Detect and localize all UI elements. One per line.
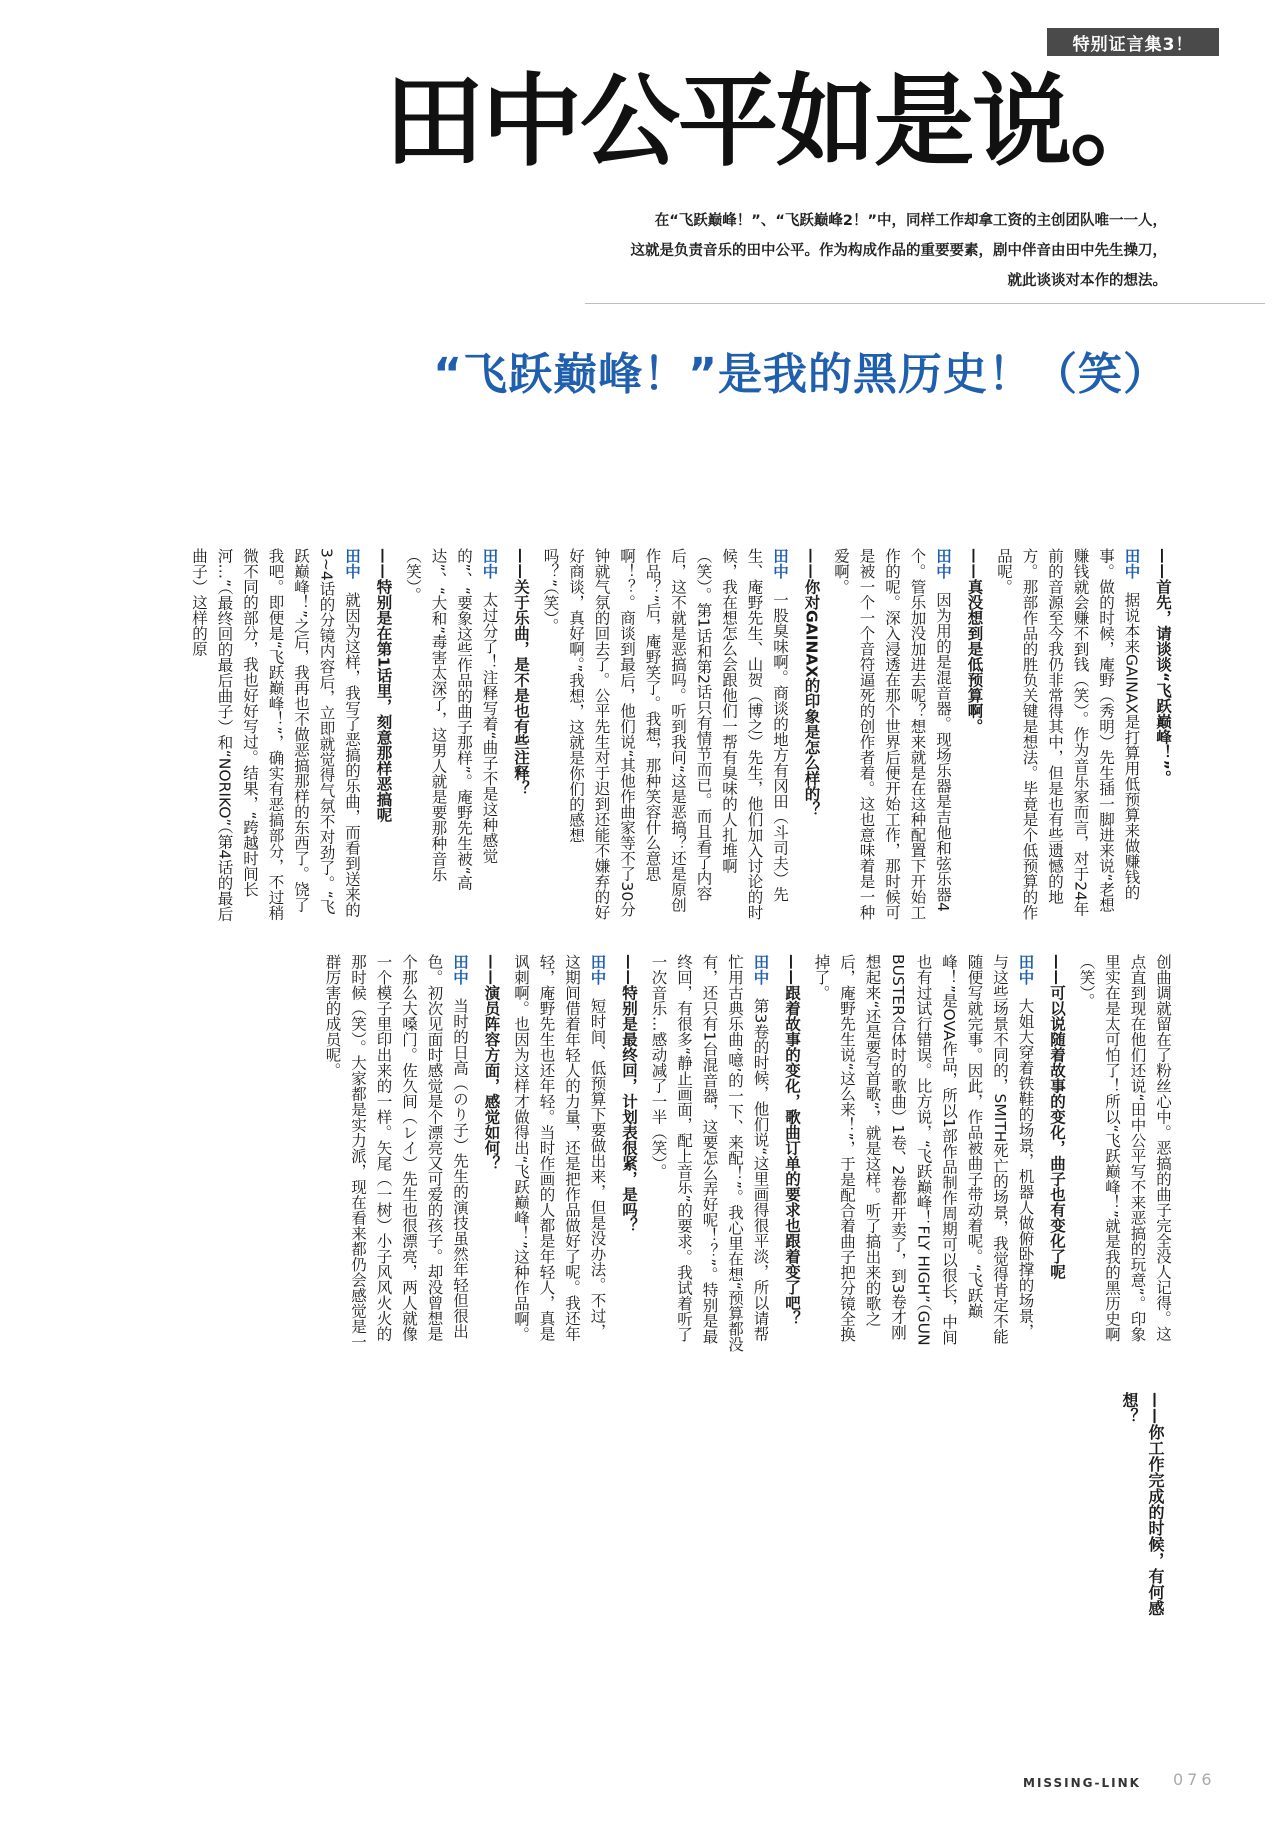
answer bbox=[508, 954, 610, 1354]
question: —— 特别是最终回，计划表很紧，是吗？ bbox=[616, 954, 642, 1354]
answer bbox=[537, 548, 792, 924]
answer bbox=[319, 954, 472, 1354]
speaker-label: 田中 bbox=[343, 548, 361, 579]
speaker-label: 田中 bbox=[771, 548, 789, 579]
intro-line: 在“飞跃巅峰！”、“飞跃巅峰2！”中，同样工作却拿工资的主创团队唯一一人， bbox=[654, 213, 1167, 229]
speaker-label: 田中 bbox=[588, 954, 607, 985]
page-number: 076 bbox=[1173, 1770, 1216, 1789]
answer-text: 当时的日高（のり子）先生的演技虽然年轻但很出色。初次见面时感觉是个漂亮又可爱的孩子。却没曾想是个那么大嗓门。佐久间（レイ）先生也很漂亮，两人就像一个模子里印出来的一样。矢尾（一树）小子风风火火的那时候（笑）。大家都是实力派，现在看来都仍会感觉是一群厉害的成员呢。 bbox=[323, 954, 469, 1350]
question: —— 特别是在第1话里，刻意那样恶搞呢 bbox=[370, 548, 396, 924]
speaker-label: 田中 bbox=[1016, 954, 1035, 985]
section-subtitle: “飞跃巅峰！”是我的黑历史！（笑） bbox=[433, 349, 1168, 400]
intro-line: 这就是负责音乐的田中公平。作为构成作品的重要要素，剧中伴音由田中先生操刀， bbox=[630, 243, 1167, 259]
section-tag: 特别证言集3！ bbox=[1047, 28, 1219, 56]
answer-text: 短时间、低预算下要做出来，但是没办法。不过，这期间借着年轻人的力量，还是把作品做好了呢。我还年轻，庵野先生也还年轻。当时作画的人都是年轻人，真是讽刺啊。也因为这样才做得出“飞跃巅峰！”这种作品啊。 bbox=[512, 954, 607, 1343]
answer bbox=[828, 548, 956, 924]
speaker-label: 田中 bbox=[480, 548, 499, 579]
intro-text bbox=[547, 206, 1167, 296]
question: —— 真没想到是低预算啊。 bbox=[961, 548, 987, 924]
interview-body-bottom bbox=[135, 954, 1175, 1354]
question: —— 关于乐曲，是不是也有些注释？ bbox=[508, 548, 534, 924]
answer bbox=[645, 954, 773, 1354]
speaker-label: 田中 bbox=[751, 954, 770, 985]
question: —— 首先，请谈谈“飞跃巅峰！”。 bbox=[1150, 548, 1176, 924]
answer bbox=[808, 954, 1038, 1354]
closing-question: —— 你工作完成的时候，有何感想？ bbox=[1116, 1392, 1168, 1622]
answer bbox=[991, 548, 1144, 924]
divider bbox=[585, 303, 1265, 304]
answer-text: 第3卷的时候，他们说“这里画得很平淡，所以请帮忙用古典乐曲‘噫’的一下、来配！”。我心里在想“预算都没有，还只有1台混音器，这要怎么弄好呢！？”。特别是最终回，有很多“静止画面，配上音乐”的要求。我试着听了一次音乐…感动减了一半（笑）。 bbox=[649, 954, 770, 1352]
answer bbox=[400, 548, 502, 924]
speaker-label: 田中 bbox=[451, 954, 469, 985]
question: —— 你对GAINAX的印象是怎么样的？ bbox=[798, 548, 824, 924]
footer-brand: MISSING-LINK bbox=[1023, 1776, 1141, 1790]
answer-text: 一股臭味啊。商谈的地方有冈田（斗司夫）先生、庵野先生、山贺（博之）先生，他们加入讨论的时候，我在想怎么会跟他们一帮有臭味的人扎堆啊（笑）。第1话和第2话只有情节而已。而且看了内容后，这不就是恶搞吗。听到我问“这是恶搞？还是原创作品？”后，庵野笑了。我想，那种笑容什么意思啊！？。商谈到最后，他们说“其他作曲家等不了30分钟就气氛的回去了。公平先生对于迟到还能不嫌弃的好好商谈，真好啊。”我想，这就是你们的感想吗？”（笑）。 bbox=[541, 548, 789, 920]
speaker-label: 田中 bbox=[934, 548, 952, 579]
answer-text: 就因为这样，我写了恶搞的乐曲，而看到送来的3~4话的分镜内容后，立即就觉得气氛不对劲了。“飞跃巅峰！”之后，我再也不做恶搞那样的东西了。饶了我吧。即便是“飞跃巅峰！”，确实有恶搞部分，不过稍微不同的部分，我也好好写过。结果，“跨越时间长河…”（最终回的最后曲子）和“NORIKO”（第4话的最后曲子）这样的原 bbox=[190, 548, 361, 922]
intro-line: 就此谈谈对本作的想法。 bbox=[1007, 273, 1167, 289]
question: —— 可以说随着故事的变化，曲子也有变化了呢 bbox=[1044, 954, 1070, 1354]
answer-text: 大姐大穿着铁鞋的场景，机器人做俯卧撑的场景，与这些场景不同的，SMITH死亡的场景，我觉得肯定不能随便写就完事。因此，作品被曲子带动着呢。“飞跃巅峰！”是OVA作品，所以1部作品制作周期可以很长，中间也有过试行错误。比方说，“飞跃巅峰！FLY HIGH”（GUN BUSTER合体时的歌曲）1卷、2卷都开卖了，到3卷才刚想起来“还是要写首歌”，就是这样。听了搞出来的歌之后，庵野先生说“这么来！”，于是配合着曲子把分镜全换掉了。 bbox=[812, 954, 1035, 1346]
answer-text: 太过分了！注释写着“曲子不是这种感觉的”、“要象这些作品的曲子那样”。庵野先生被“高达”、“大和”毒害太深了，这男人就是要那种音乐（笑）。 bbox=[404, 548, 499, 891]
question: —— 跟着故事的变化，歌曲订单的要求也跟着变了吧？ bbox=[779, 954, 805, 1354]
speaker-label: 田中 bbox=[1122, 548, 1141, 579]
answer-text: 据说本来GAINAX是打算用低预算来做赚钱的事。做的时候，庵野（秀明）先生插一脚进来说“老想赚钱就会赚不到钱（笑）。作为音乐家而言，对于24年前的音源至今我仍非常得其中，但是也有些遗憾的地方。那部作品的胜负关键是想法。毕竟是个低预算的作品呢。 bbox=[995, 548, 1141, 920]
answer bbox=[186, 548, 365, 924]
question: —— 演员阵容方面，感觉如何？ bbox=[478, 954, 504, 1354]
answer-text: 因为用的是混音器。现场乐器是吉他和弦乐器4个。管乐加没加进去呢？想来就是在这种配置下开始工作的呢。深入浸透在那个世界后便开始工作，那时候可是被一个一个音符逼死的创作者着。这也意味着是一种爱啊。 bbox=[832, 548, 952, 920]
page-title: 田中公平如是说。 bbox=[384, 63, 1168, 180]
answer-continued: 创曲调就留在了粉丝心中。恶搞的曲子完全没人记得。这点直到现在他们还说“田中公平写不来恶搞的玩意”。印象里实在是太可怕了！所以“飞跃巅峰！”就是我的黑历史啊（笑）。 bbox=[1077, 954, 1172, 1343]
interview-body-top bbox=[135, 548, 1175, 924]
